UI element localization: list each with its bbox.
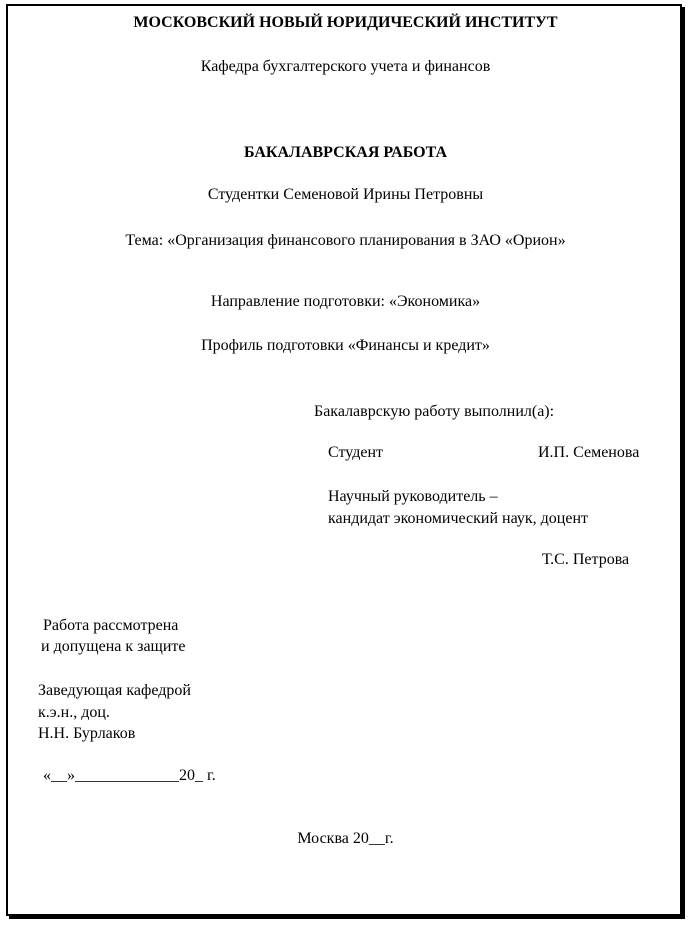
date-line: «__»_____________20_ г. <box>43 767 216 784</box>
student-line: Студентки Семеновой Ирины Петровны <box>207 186 484 203</box>
head-degree: к.э.н., доц. <box>38 704 110 721</box>
department-name: Кафедра бухгалтерского учета и финансов <box>200 58 491 75</box>
student-name: И.П. Семенова <box>538 444 640 461</box>
review-line-2: и допущена к защите <box>41 638 186 655</box>
supervisor-title: Научный руководитель – <box>328 488 498 505</box>
student-label: Студент <box>328 444 384 461</box>
supervisor-degree: кандидат экономический наук, доцент <box>328 510 589 527</box>
review-line-1: Работа рассмотрена <box>43 617 179 634</box>
supervisor-name: Т.С. Петрова <box>542 551 630 568</box>
performed-heading: Бакалаврскую работу выполнил(а): <box>314 403 555 420</box>
profile-line: Профиль подготовки «Финансы и кредит» <box>201 337 490 354</box>
topic-line: Тема: «Организация финансового планирования в ЗАО «Орион» <box>125 232 566 249</box>
city-year: Москва 20__г. <box>297 830 394 847</box>
direction-line: Направление подготовки: «Экономика» <box>210 293 481 310</box>
head-name: Н.Н. Бурлаков <box>38 725 136 742</box>
institute-name: МОСКОВСКИЙ НОВЫЙ ЮРИДИЧЕСКИЙ ИНСТИТУТ <box>133 14 558 31</box>
work-type-title: БАКАЛАВРСКАЯ РАБОТА <box>243 144 448 161</box>
head-title: Заведующая кафедрой <box>38 682 191 699</box>
